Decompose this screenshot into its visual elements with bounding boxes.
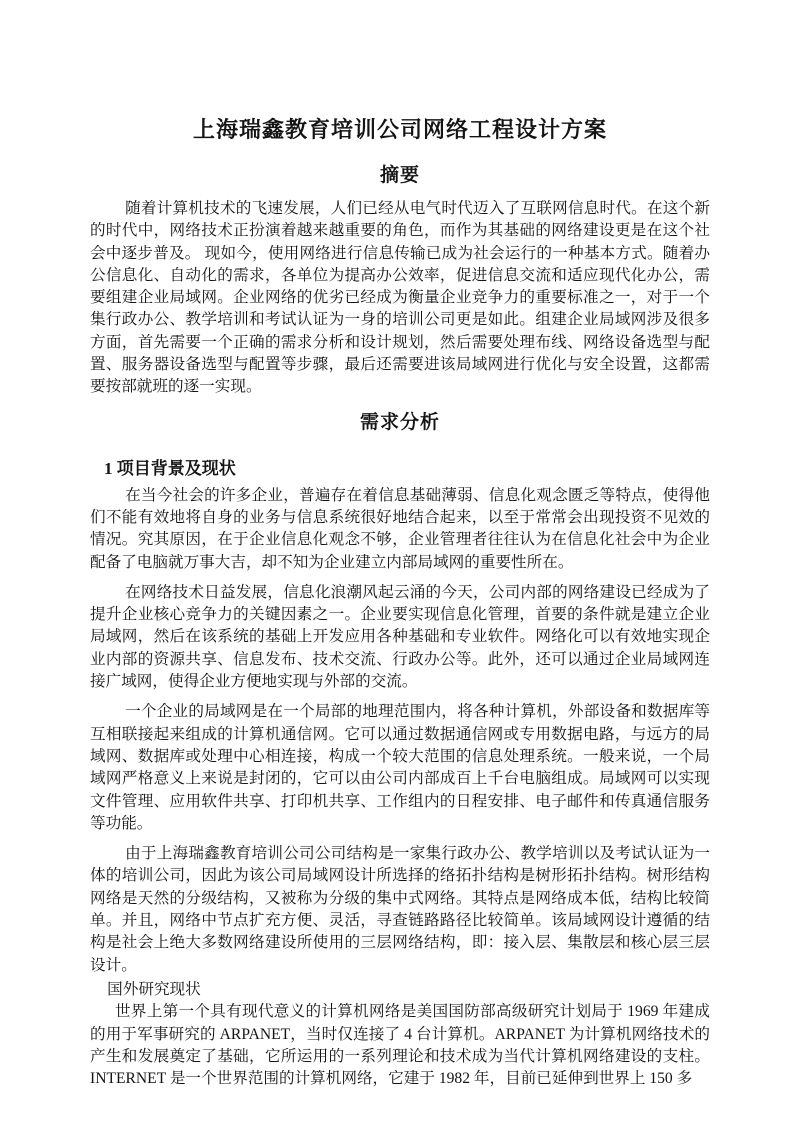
- requirements-analysis-heading: 需求分析: [359, 411, 440, 433]
- body-paragraph-4: 由于上海瑞鑫教育培训公司公司结构是一家集行政办公、教学培训以及考试认证为一体的培训公司，因此为该公司局域网设计所选择的络拓扑结构是树形拓扑结构。树形结构网络是天然的分级结构，又被称为分级的集中式网络。其特点是网络成本低，结构比较简单。并且，网络中节点扩充方便、灵活，寻查链路路径比较简单。该局域网设计遵循的结构是社会上绝大多数网络建设所使用的三层网络结构，即：接入层、集散层和核心层三层设计。: [90, 845, 710, 974]
- foreign-research-heading: 国外研究现状: [107, 980, 201, 998]
- abstract-heading: 摘要: [379, 165, 420, 186]
- body-paragraph-3: 一个企业的局域网是在一个局部的地理范围内，将各种计算机，外部设备和数据库等互相联接起来组成的计算机通信网。它可以通过数据通信网或专用数据电路，与远方的局域网、数据库或处理中心相连接，构成一个较大范围的信息处理系统。一般来说，一个局域网严格意义上来说是封闭的，它可以由公司内部成百上千台电脑组成。局域网可以实现文件管理、应用软件共享、打印机共享、工作组内的日程安排、电子邮件和传真通信服务等功能。: [90, 703, 710, 832]
- body-paragraph-2: 在网络技术日益发展，信息化浪潮风起云涌的今天，公司内部的网络建设已经成为了提升企业核心竞争力的关键因素之一。企业要实现信息化管理，首要的条件就是建立企业局域网，然后在该系统的基础上开发应用各种基础和专业软件。网络化可以有效地实现企业内部的资源共享、信息发布、技术交流、行政办公等。此外，还可以通过企业局域网连接广域网，使得企业方便地实现与外部的交流。: [90, 583, 710, 691]
- abstract-paragraph: 随着计算机技术的飞速发展，人们已经从电气时代迈入了互联网信息时代。在这个新的时代中，网络技术正扮演着越来越重要的角色，而作为其基础的网络建设更是在这个社会中逐步普及。 现如今，使用网络进行信息传输已成为社会运行的一种基本方式。随着办公信息化、自动化的需求，各单位为提高办公效率，促进信息交流和适应现代化办公，需要组建企业局域网。企业网络的优劣已经成为衡量企业竞争力的重要标准之一，对于一个集行政办公、教学培训和考试认证为一身的培训公司更是如此。组建企业局域网涉及很多方面，首先需要一个正确的需求分析和设计规划，然后需要处理布线、网络设备选型与配置、服务器设备选型与配置等步骤，最后还需要进该局域网进行优化与安全设置，这都需要按部就班的逐一实现。: [90, 200, 710, 396]
- foreign-research-paragraph: 世界上第一个具有现代意义的计算机网络是美国国防部高级研究计划局于 1969 年建成的用于军事研究的 ARPANET，当时仅连接了 4 台计算机。ARPANET 为计算机网络技术的产生和发展奠定了基础，它所运用的一系列理论和技术成为当代计算机网络建设的支柱。 INTERNET 是一个世界范围的计算机网络，它建于 1982 年，目前已延伸到世界上 150 多: [90, 1003, 710, 1088]
- section-1-subheading: 1 项目背景及现状: [104, 458, 236, 478]
- body-paragraph-1: 在当今社会的许多企业，普遍存在着信息基础薄弱、信息化观念匮乏等特点，使得他们不能有效地将自身的业务与信息系统很好地结合起来，以至于常常会出现投资不见效的情况。究其原因，在于企业信息化观念不够，企业管理者往往认为在信息化社会中为企业配备了电脑就万事大吉，却不知为企业建立内部局域网的重要性所在。: [90, 486, 710, 571]
- document-title: 上海瑞鑫教育培训公司网络工程设计方案: [192, 117, 607, 142]
